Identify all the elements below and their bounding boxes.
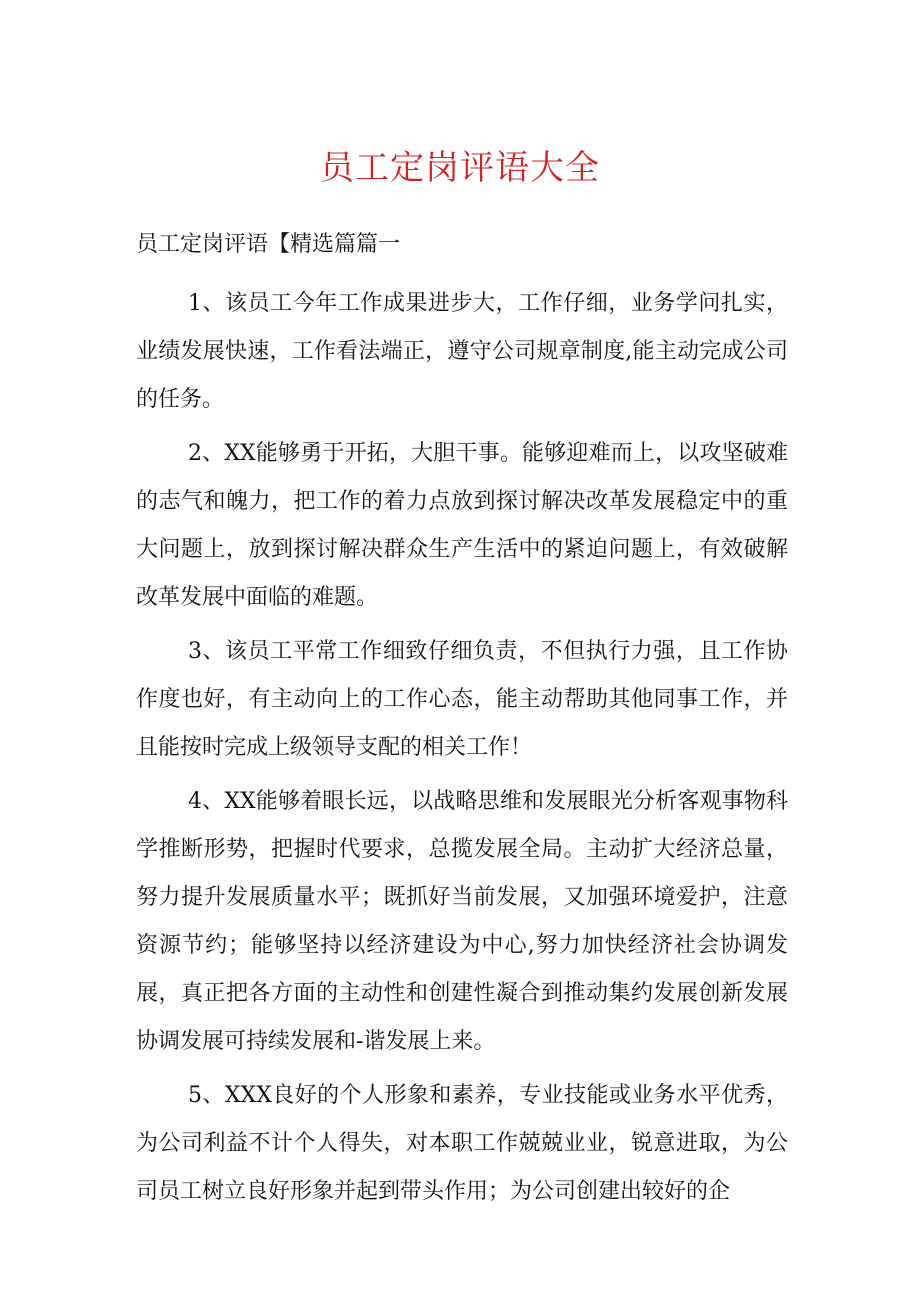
- paragraph-3: 3、该员工平常工作细致仔细负责，不但执行力强，且工作协作度也好，有主动向上的工作心态，能主动帮助其他同事工作，并且能按时完成上级领导支配的相关工作！: [136, 639, 788, 760]
- paragraph-2: 2、XX能够勇于开拓，大胆干事。能够迎难而上，以攻坚破难的志气和魄力，把工作的着力点放到探讨解决改革发展稳定中的重大问题上，放到探讨解决群众生产生活中的紧迫问题上，有效破解改革发展中面临的难题。: [136, 441, 788, 610]
- paragraph-5: 5、XXX良好的个人形象和素养，专业技能或业务水平优秀，为公司利益不计个人得失，对本职工作兢兢业业，锐意进取，为公司员工树立良好形象并起到带头作用；为公司创建出较好的企: [136, 1083, 788, 1204]
- document-title: 员工定岗评语大全: [320, 148, 600, 188]
- paragraph-1: 1、该员工今年工作成果进步大，工作仔细，业务学问扎实，业绩发展快速，工作看法端正，遵守公司规章制度,能主动完成公司的任务。: [136, 291, 788, 412]
- paragraph-4: 4、XX能够着眼长远，以战略思维和发展眼光分析客观事物科学推断形势，把握时代要求，总揽发展全局。主动扩大经济总量，努力提升发展质量水平；既抓好当前发展，又加强环境爱护，注意资源节约；能够坚持以经济建设为中心,努力加快经济社会协调发展，真正把各方面的主动性和创建性凝合到推动集约发展创新发展协调发展可持续发展和-谐发展上来。: [136, 789, 788, 1054]
- document-body: [136, 280, 788, 1222]
- section-heading: 员工定岗评语【精选篇篇一: [136, 232, 401, 257]
